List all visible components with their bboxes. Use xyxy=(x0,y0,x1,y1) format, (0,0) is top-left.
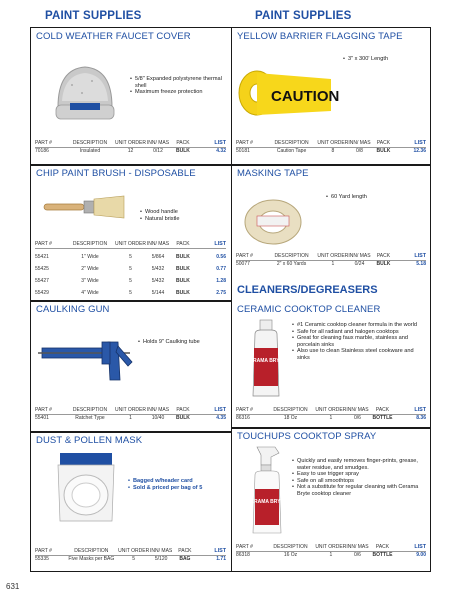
masking-tape-title: MASKING TAPE xyxy=(237,168,309,179)
cooktop-spray-title: TOUCHUPS COOKTOP SPRAY xyxy=(237,431,377,442)
paint-brush-image xyxy=(42,194,126,220)
svg-text:CAUTION: CAUTION xyxy=(271,88,340,105)
cooktop-cleaner-box xyxy=(231,300,431,427)
caulking-gun-image xyxy=(38,322,138,384)
table-row: 55421 1" Wide 5 5/864 BULK 0.56 xyxy=(35,254,226,260)
chip-brush-title: CHIP PAINT BRUSH - DISPOSABLE xyxy=(36,168,196,179)
table-row: 86318 16 Oz 1 0/6 BOTTLE 9.00 xyxy=(236,552,426,558)
table-row: 55335 Five Masks per BAG 5 5/120 BAG 1.71 xyxy=(35,556,226,562)
chip-brush-features: • Wood handle • Natural bristle xyxy=(140,209,230,222)
dust-mask-features: • Bagged w/header card • Sold & priced per bag of 5 xyxy=(128,478,230,491)
cooktop-cleaner-table: PART # DESCRIPTION UNIT ORDER INN/ MAS PACK LIST 86316 18 Oz 1 0/6 BOTTLE 8.36 xyxy=(236,398,426,421)
faucet-cover-box xyxy=(30,27,232,164)
masking-tape-image xyxy=(243,196,303,246)
cooktop-cleaner-features: • #1 Ceramic cooktop cleaner formula in the world • Safe for all radiant and halogen cooktops • Great for cleaning faux marble, stainless and porcelain sinks • Also use to clean Stainless steel cookware and sinks xyxy=(292,322,424,362)
caulking-gun-title: CAULKING GUN xyxy=(36,304,110,315)
dust-mask-bag-image xyxy=(56,451,116,523)
masking-tape-features: • 60 Yard length xyxy=(326,194,426,201)
left-column-heading: PAINT SUPPLIES xyxy=(45,10,142,22)
faucet-cover-table: PART # DESCRIPTION UNIT ORDER INN/ MAS PACK LIST 70186 Insulated 12 0/12 BULK 4.32 xyxy=(35,131,226,154)
cooktop-cleaner-title: CERAMIC COOKTOP CLEANER xyxy=(237,304,381,315)
masking-tape-box xyxy=(231,164,431,276)
chip-brush-box xyxy=(30,164,232,300)
faucet-cover-image xyxy=(52,61,118,125)
caulking-gun-features: • Holds 9" Caulking tube xyxy=(138,339,230,346)
cooktop-cleaner-bottle-image xyxy=(246,318,286,400)
faucet-cover-title: COLD WEATHER FAUCET COVER xyxy=(36,31,191,42)
dust-mask-table: PART # DESCRIPTION UNIT ORDER INN/ MAS PACK LIST 55335 Five Masks per BAG 5 5/120 BAG 1.71 xyxy=(35,539,226,562)
table-row: 50077 2" x 60 Yards 1 0/24 BULK 5.18 xyxy=(236,261,426,267)
cooktop-spray-table: PART # DESCRIPTION UNIT ORDER INN/ MAS PACK LIST 86318 16 Oz 1 0/6 BOTTLE 9.00 xyxy=(236,535,426,558)
table-row: 55427 3" Wide 5 5/432 BULK 1.28 xyxy=(35,278,226,284)
flagging-tape-box xyxy=(231,27,431,164)
faucet-cover-features: • 5/8" Expanded polystyrene thermal shell • Maximum freeze protection xyxy=(130,76,230,96)
table-row: 86316 18 Oz 1 0/6 BOTTLE 8.36 xyxy=(236,415,426,421)
table-row: 55425 2" Wide 5 5/432 BULK 0.77 xyxy=(35,266,226,272)
svg-text:CERAMA BRYTE: CERAMA BRYTE xyxy=(246,358,286,364)
caulking-gun-table: PART # DESCRIPTION UNIT ORDER INN/ MAS PACK LIST 55401 Ratchet Type 1 10/40 BULK 4.35 xyxy=(35,398,226,421)
chip-brush-table: PART # DESCRIPTION UNIT ORDER INN/ MAS PACK LIST 55421 1" Wide 5 5/864 BULK 0.56 55425 2" Wide 5 5/432 BULK 0.77 55427 3" Wide 5 5/432 BULK 1.28 55429 4" Wide 5 5/144 BULK 2.75 xyxy=(35,232,226,296)
masking-tape-table: PART # DESCRIPTION UNIT ORDER INN/ MAS PACK LIST 50077 2" x 60 Yards 1 0/24 BULK 5.18 xyxy=(236,244,426,267)
cleaners-section-heading: CLEANERS/DEGREASERS xyxy=(237,284,378,296)
table-row: 70186 Insulated 12 0/12 BULK 4.32 xyxy=(35,148,226,154)
flagging-tape-table: PART # DESCRIPTION UNIT ORDER INN/ MAS PACK LIST 50181 Caution Tape 8 0/8 BULK 12.36 xyxy=(236,131,426,154)
flagging-tape-title: YELLOW BARRIER FLAGGING TAPE xyxy=(237,31,403,42)
caulking-gun-box xyxy=(30,300,232,431)
page-number: 631 xyxy=(6,582,20,591)
caution-tape-image xyxy=(237,67,340,117)
cooktop-spray-bottle-image xyxy=(247,445,287,535)
svg-text:CERAMA BRYTE: CERAMA BRYTE xyxy=(247,499,287,505)
table-row: 55429 4" Wide 5 5/144 BULK 2.75 xyxy=(35,290,226,296)
table-row: 50181 Caution Tape 8 0/8 BULK 12.36 xyxy=(236,148,426,154)
dust-mask-box xyxy=(30,431,232,572)
table-row: 55401 Ratchet Type 1 10/40 BULK 4.35 xyxy=(35,415,226,421)
flagging-tape-features: • 3" x 300' Length xyxy=(343,56,429,63)
right-column-heading: PAINT SUPPLIES xyxy=(255,10,352,22)
dust-mask-title: DUST & POLLEN MASK xyxy=(36,435,143,446)
cooktop-spray-features: • Quickly and easily removes finger-prints, grease, water residue, and smudges. • Easy to use trigger spray • Safe on all smoothtops • Not a substitute for regular cleaning with Cerama Bryte cooktop cleaner xyxy=(292,458,424,498)
cooktop-spray-box xyxy=(231,427,431,572)
